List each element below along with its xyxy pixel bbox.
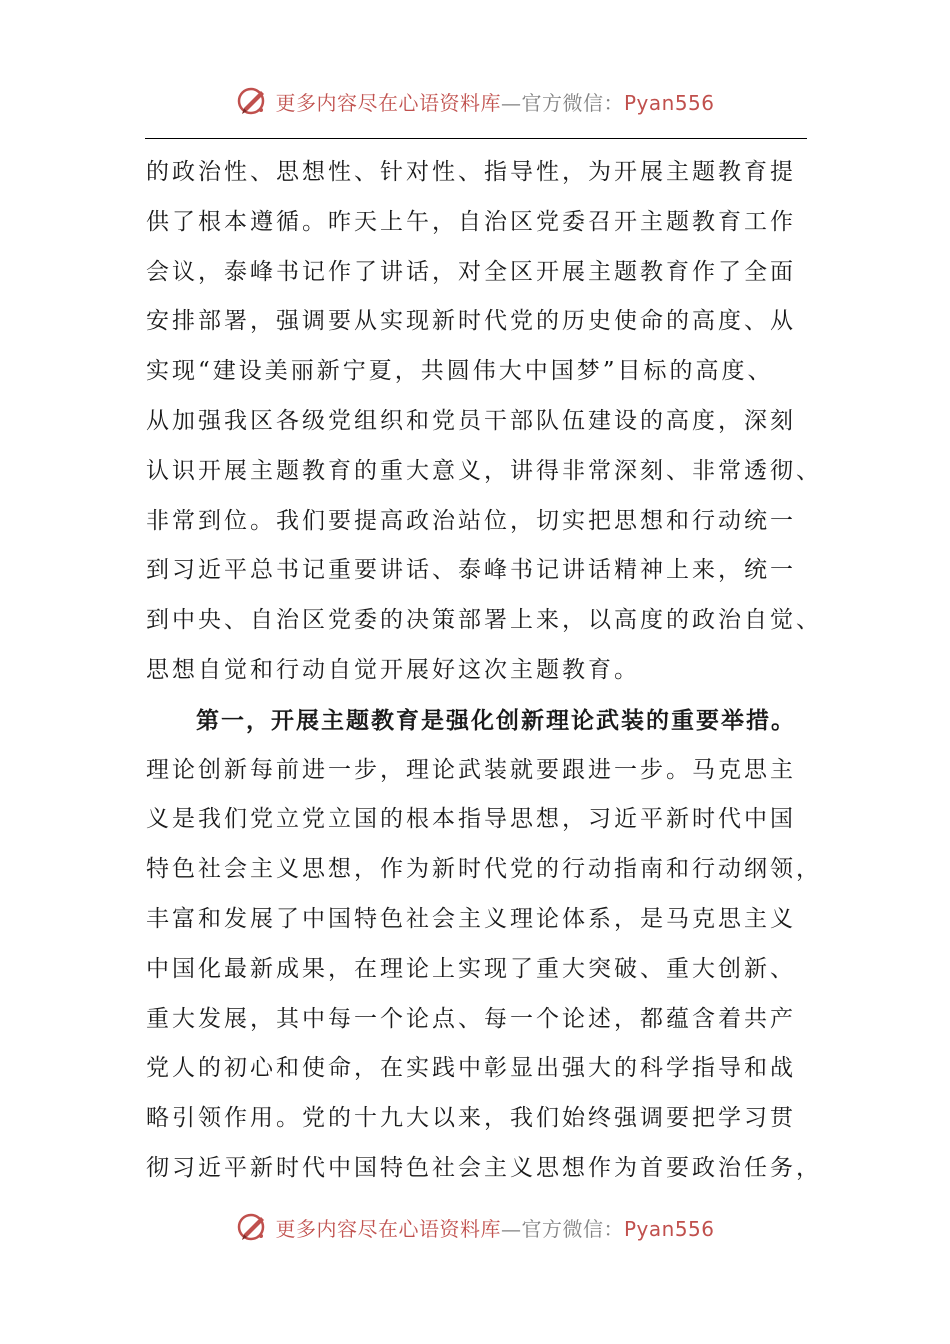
pen-logo-icon [235, 1210, 269, 1244]
text-line: 安排部署，强调要从实现新时代党的历史使命的高度、从 [146, 308, 796, 335]
header-watermark [0, 84, 950, 118]
text-line: 的政治性、思想性、针对性、指导性，为开展主题教育提 [146, 159, 796, 185]
paragraph-first-point [146, 696, 822, 1194]
text-line: 认识开展主题教育的重大意义，讲得非常深刻、非常透彻、 [146, 457, 822, 484]
watermark-separator: — [500, 90, 522, 115]
text-line: 理论创新每前进一步，理论武装就要跟进一步。马克思主 [146, 756, 796, 783]
text-line: 丰富和发展了中国特色社会主义理论体系，是马克思主义 [146, 905, 796, 932]
text-line: 到中央、自治区党委的决策部署上来，以高度的政治自觉、 [146, 607, 822, 634]
paragraph-intro [146, 148, 822, 696]
text-line: 实现“建设美丽新宁夏，共圆伟大中国梦”目标的高度、 [146, 358, 774, 385]
watermark-separator: — [500, 1216, 522, 1241]
watermark-text [275, 87, 714, 116]
watermark-text [275, 1213, 714, 1242]
text-line: 从加强我区各级党组织和党员干部队伍建设的高度，深刻 [146, 407, 796, 434]
footer-watermark [0, 1210, 950, 1244]
text-line: 非常到位。我们要提高政治站位，切实把思想和行动统一 [146, 507, 796, 534]
watermark-main-text: 更多内容尽在心语资料库 [275, 1216, 501, 1241]
text-line: 义是我们党立党立国的根本指导思想，习近平新时代中国 [146, 806, 796, 833]
text-line: 到习近平总书记重要讲话、泰峰书记讲话精神上来，统一 [146, 557, 796, 584]
pen-logo-icon [235, 84, 269, 118]
text-line: 党人的初心和使命，在实践中彰显出强大的科学指导和战 [146, 1055, 796, 1082]
text-line: 重大发展，其中每一个论点、每一个论述，都蕴含着共产 [146, 1005, 796, 1032]
watermark-wechat-label: 官方微信： [521, 1216, 624, 1241]
text-line: 彻习近平新时代中国特色社会主义思想作为首要政治任务， [146, 1154, 822, 1181]
document-body [146, 148, 822, 1194]
text-line: 供了根本遵循。昨天上午，自治区党委召开主题教育工作 [146, 208, 796, 235]
section-heading: 第一，开展主题教育是强化创新理论武装的重要举措。 [196, 706, 796, 734]
text-line: 略引领作用。党的十九大以来，我们始终强调要把学习贯 [146, 1105, 796, 1132]
text-line: 思想自觉和行动自觉开展好这次主题教育。 [146, 656, 640, 683]
watermark-main-text: 更多内容尽在心语资料库 [275, 90, 501, 115]
watermark-wechat-id: Pyan556 [623, 1216, 715, 1241]
text-line: 中国化最新成果，在理论上实现了重大突破、重大创新、 [146, 955, 796, 982]
header-divider [145, 138, 807, 139]
watermark-wechat-id: Pyan556 [623, 90, 715, 115]
text-line: 特色社会主义思想，作为新时代党的行动指南和行动纲领， [146, 856, 822, 883]
text-line: 会议，泰峰书记作了讲话，对全区开展主题教育作了全面 [146, 258, 796, 285]
watermark-wechat-label: 官方微信： [521, 90, 624, 115]
